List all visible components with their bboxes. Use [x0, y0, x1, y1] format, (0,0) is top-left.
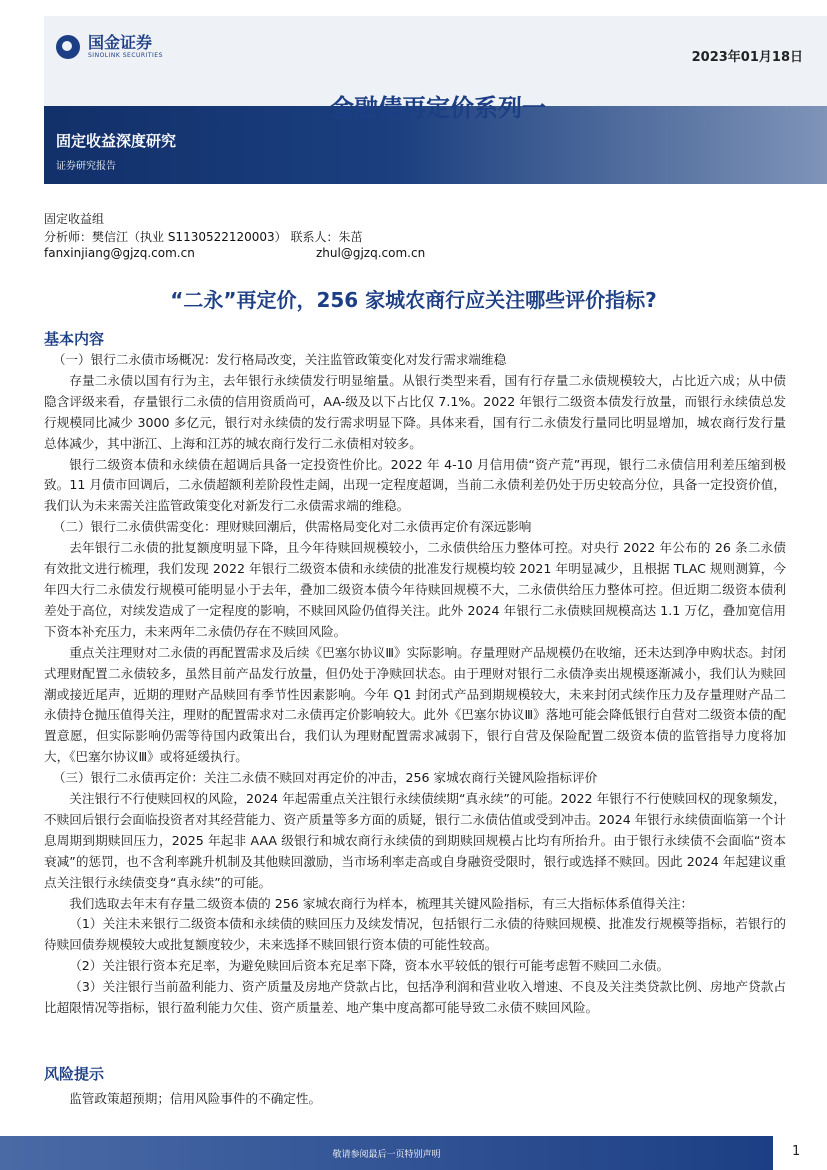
body-paragraph: （2）关注银行资本充足率，为避免赎回后资本充足率下降，资本水平较低的银行可能考虑暂不赎回二永债。 — [69, 958, 670, 974]
body-paragraph: （1）关注未来银行二级资本债和永续债的赎回压力及续发情况，包括银行二永债的待赎回规模、批准发行规模等指标，若银行的待赎回债券规模较大或批复额度较少，未来选择不赎回银行资本债的可能性较高。 — [44, 916, 786, 953]
body-paragraph: 存量二永债以国有行为主，去年银行永续债发行明显缩量。从银行类型来看，国有行存量二永债规模较大，占比近六成；从中债隐含评级来看，存量银行二永债的信用资质尚可，AA-级及以下占比仅 7.1%。2022 年银行二级资本债发行放量，而银行永续债总发行规模同比减少 3000 多亿元，银行对永续债的发行需求明显下降。具体来看，国有行二永债发行量同比明显增加，城农商行发行量总体减少，其中浙江、上海和江苏的城农商行发行二永债相对较多。 — [44, 372, 786, 451]
section-heading-basic: 基本内容 — [44, 330, 105, 348]
body-paragraph: 我们选取去年末有存量二级资本债的 256 家城农商行为样本，梳理其关键风险指标，有三大指标体系值得关注： — [69, 895, 694, 911]
analyst-email[interactable]: fanxinjiang@gjzq.com.cn — [44, 246, 195, 260]
team-info — [44, 210, 363, 246]
report-date: 2023年01月18日 — [691, 50, 803, 65]
company-logo — [56, 34, 163, 59]
analyst-line: 分析师：樊信江（执业 S1130522120003） 联系人：朱茁 — [44, 230, 363, 244]
contact-email[interactable]: zhul@gjzq.com.cn — [316, 246, 426, 260]
report-category: 固定收益深度研究 — [56, 132, 177, 150]
report-body — [44, 350, 786, 1019]
team-group: 固定收益组 — [44, 212, 105, 226]
footer-disclaimer: 敬请参阅最后一页特别声明 — [332, 1150, 441, 1160]
report-title: “二永”再定价，256 家城农商行应关注哪些评价指标? — [170, 288, 657, 312]
risk-text: 监管政策超预期；信用风险事件的不确定性。 — [69, 1091, 322, 1106]
subsection-heading: （二）银行二永债供需变化：理财赎回潮后，供需格局变化对二永债再定价有深远影响 — [52, 519, 532, 535]
page-number: 1 — [792, 1144, 801, 1159]
logo-chinese-name: 国金证券 — [88, 33, 153, 52]
body-paragraph: （3）关注银行当前盈利能力、资产质量及房地产贷款占比，包括净利润和营业收入增速、不良及关注类贷款比例、房地产贷款占比超限情况等指标，银行盈利能力欠佳、资产质量差、地产集中度高都可能导致二永债不赎回风险。 — [44, 979, 786, 1016]
logo-english-name: SINOLINK SECURITIES — [88, 52, 163, 59]
section-heading-risk: 风险提示 — [44, 1065, 105, 1083]
subsection-heading: （一）银行二永债市场概况：发行格局改变，关注监管政策变化对发行需求端维稳 — [52, 352, 507, 367]
report-type: 证券研究报告 — [56, 161, 116, 172]
series-title: 金融债再定价系列一 — [330, 94, 546, 122]
body-paragraph: 关注银行不行使赎回权的风险，2024 年起需重点关注银行永续债续期“真永续”的可能。2022 年银行不行使赎回权的现象频发，不赎回后银行会面临投资者对其经营能力、资产质量等多方面的质疑，银行二永债估值或受到冲击。2024 年银行永续债面临第一个计息周期到期赎回压力，2025 年起非 AAA 级银行和城农商行永续债的到期赎回规模占比均有所抬升。由于银行永续债不会面临“资本衰减”的惩罚，也不含利率跳升机制及其他赎回激励，当市场利率走高或自身融资受限时，银行或选择不赎回。因此 2024 年起建议重点关注银行永续债变身“真永续”的可能。 — [44, 791, 786, 890]
subsection-heading: （三）银行二永债再定价：关注二永债不赎回对再定价的冲击，256 家城农商行关键风险指标评价 — [52, 770, 598, 786]
body-paragraph: 重点关注理财对二永债的再配置需求及后续《巴塞尔协议Ⅲ》实际影响。存量理财产品规模仍在收缩，还未达到净申购状态。封闭式理财配置二永债较多，虽然目前产品发行放量，但仍处于净赎回状态。由于理财对银行二永债净卖出规模逐渐减小，我们认为赎回潮或接近尾声，近期的理财产品赎回有季节性因素影响。今年 Q1 封闭式产品到期规模较大，未来封闭式续作压力及存量理财产品二永债持仓抛压值得关注，理财的配置需求对二永债再定价影响较大。此外《巴塞尔协议Ⅲ》落地可能会降低银行自营对二级资本债的配置意愿，但实际影响仍需等待国内政策出台，我们认为理财配置需求减弱下，银行自营及保险配置二级资本债的监管指导力度将加大，《巴塞尔协议Ⅲ》或将延缓执行。 — [44, 644, 786, 765]
body-paragraph: 银行二级资本债和永续债在超调后具备一定投资性价比。2022 年 4-10 月信用债“资产荒”再现，银行二永债信用利差压缩到极致。11 月债市回调后，二永债超额利差阶段性走阔，出现一定程度超调，当前二永债利差仍处于历史较高分位，具备一定投资价值，我们认为未来需关注监管政策变化对新发行二永债需求端的维稳。 — [44, 456, 786, 514]
page-footer — [0, 1136, 773, 1170]
contact-emails — [44, 246, 784, 260]
logo-mark-icon — [56, 35, 80, 59]
body-paragraph: 去年银行二永债的批复额度明显下降，且今年待赎回规模较小，二永债供给压力整体可控。对央行 2022 年公布的 26 条二永债有效批文进行梳理，我们发现 2022 年银行二级资本债和永续债的批准发行规模均较 2021 年明显减少，且根据 TLAC 规则测算，今年四大行二永债发行规模可能明显小于去年，叠加二级资本债今年待赎回规模不大，二永债供给压力整体可控。但近期二级资本债利差处于高位，对续发造成了一定程度的影响，不赎回风险仍值得关注。此外 2024 年银行二永债赎回规模高达 1.1 万亿，叠加宽信用下资本补充压力，未来两年二永债仍存在不赎回风险。 — [44, 540, 786, 639]
